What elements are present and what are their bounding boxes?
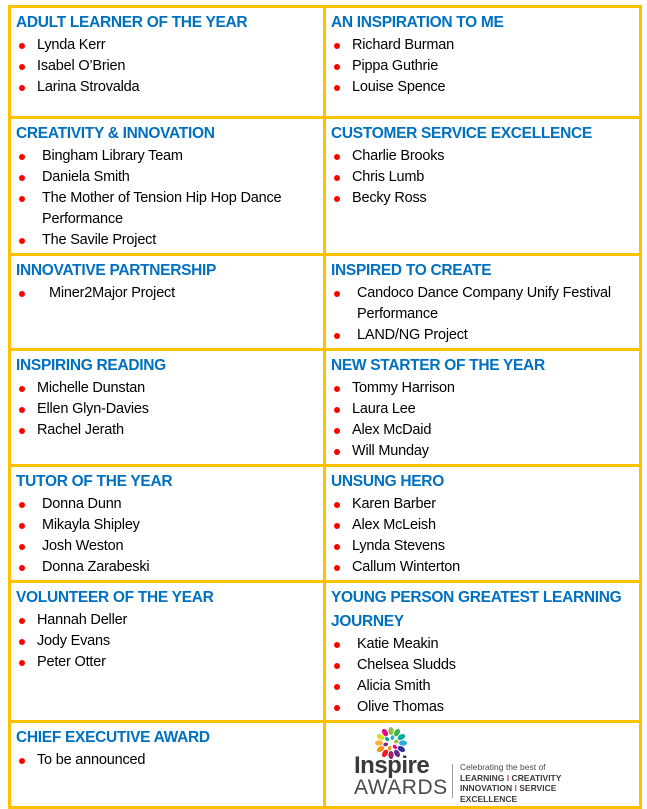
tagline-line-3 <box>460 783 561 794</box>
nominee-list <box>16 610 318 673</box>
nominee-item: Katie Meakin <box>331 634 634 655</box>
logo-cell <box>325 722 641 808</box>
nominee-item: Mikayla Shipley <box>16 515 318 536</box>
nominee-list <box>331 378 634 462</box>
category-cell-young-person-journey <box>325 582 641 722</box>
nominee-item: LAND/NG Project <box>331 325 634 346</box>
category-cell-unsung-hero <box>325 466 641 582</box>
nominee-item: Jody Evans <box>16 631 318 652</box>
category-cell-inspiration-to-me <box>325 7 641 118</box>
nominee-item: Alex McLeish <box>331 515 634 536</box>
nominee-item: Becky Ross <box>331 188 634 209</box>
tagline-innovation: INNOVATION <box>460 783 513 793</box>
nominee-list <box>331 146 634 209</box>
nominee-item: Rachel Jerath <box>16 420 318 441</box>
nominee-item: Karen Barber <box>331 494 634 515</box>
tagline-intro: Celebrating the best of <box>460 762 546 772</box>
category-cell-inspired-to-create <box>325 255 641 350</box>
logo-divider <box>452 764 453 798</box>
nominee-item: Josh Weston <box>16 536 318 557</box>
category-title: INSPIRED TO CREATE <box>331 262 492 279</box>
table-row <box>10 350 641 466</box>
tagline-line-2 <box>460 773 561 784</box>
nominee-list <box>16 35 318 98</box>
nominee-item: Lynda Kerr <box>16 35 318 56</box>
nominee-item: Larina Strovalda <box>16 77 318 98</box>
nominee-list <box>16 750 318 771</box>
nominee-item: Tommy Harrison <box>331 378 634 399</box>
nominee-item: Richard Burman <box>331 35 634 56</box>
logo-wordmark-inspire: Inspire <box>354 752 430 779</box>
table-row <box>10 255 641 350</box>
nominee-list <box>331 283 634 346</box>
nominee-item: Chris Lumb <box>331 167 634 188</box>
tagline-separator: I <box>514 783 517 793</box>
nominee-item: Charlie Brooks <box>331 146 634 167</box>
nominee-item: Alicia Smith <box>331 676 634 697</box>
nominee-item: Michelle Dunstan <box>16 378 318 399</box>
category-title: YOUNG PERSON GREATEST LEARNING JOURNEY <box>331 589 622 630</box>
nominee-item: Donna Dunn <box>16 494 318 515</box>
category-title: CHIEF EXECUTIVE AWARD <box>16 729 210 746</box>
table-row <box>10 582 641 722</box>
category-title: CREATIVITY & INNOVATION <box>16 125 215 142</box>
nominee-item: Olive Thomas <box>331 697 634 718</box>
tagline-separator: I <box>506 772 510 783</box>
table-row <box>10 118 641 255</box>
category-cell-adult-learner <box>10 7 325 118</box>
tagline-creativity: CREATIVITY <box>511 772 562 783</box>
nominee-item: Peter Otter <box>16 652 318 673</box>
tagline-service: SERVICE <box>519 783 557 793</box>
nominee-item: Laura Lee <box>331 399 634 420</box>
nominee-item: The Savile Project <box>16 230 318 251</box>
nominee-item: Miner2Major Project <box>16 283 318 304</box>
nominee-item: The Mother of Tension Hip Hop Dance Performance <box>16 188 318 230</box>
category-title: NEW STARTER OF THE YEAR <box>331 357 545 374</box>
nominee-item: Hannah Deller <box>16 610 318 631</box>
nominee-item: Chelsea Sludds <box>331 655 634 676</box>
logo-tagline <box>460 762 561 804</box>
logo-wordmark-awards: AWARDS <box>354 776 448 799</box>
nominee-list <box>16 283 318 304</box>
category-cell-volunteer-of-year <box>10 582 325 722</box>
category-cell-inspiring-reading <box>10 350 325 466</box>
category-cell-creativity-innovation <box>10 118 325 255</box>
category-cell-chief-executive <box>10 722 325 808</box>
category-title: TUTOR OF THE YEAR <box>16 473 173 490</box>
category-cell-innovative-partnership <box>10 255 325 350</box>
nominee-item: Bingham Library Team <box>16 146 318 167</box>
category-cell-customer-service <box>325 118 641 255</box>
category-title: INSPIRING READING <box>16 357 166 374</box>
nominee-item: Isabel O’Brien <box>16 56 318 77</box>
nominee-item: Donna Zarabeski <box>16 557 318 578</box>
nominee-item: Ellen Glyn-Davies <box>16 399 318 420</box>
nominee-item: Will Munday <box>331 441 634 462</box>
table-row <box>10 722 641 808</box>
tagline-learning: LEARNING <box>460 772 505 783</box>
nominee-item: To be announced <box>16 750 318 771</box>
category-title: ADULT LEARNER OF THE YEAR <box>16 14 248 31</box>
category-title: AN INSPIRATION TO ME <box>331 14 504 31</box>
category-cell-tutor-of-year <box>10 466 325 582</box>
nominee-list <box>16 494 318 578</box>
nominee-item: Callum Winterton <box>331 557 634 578</box>
nominee-list <box>16 378 318 441</box>
category-title: UNSUNG HERO <box>331 473 444 490</box>
nominee-item: Alex McDaid <box>331 420 634 441</box>
nominee-item: Lynda Stevens <box>331 536 634 557</box>
awards-nominees-table <box>8 5 642 809</box>
nominee-item: Daniela Smith <box>16 167 318 188</box>
nominee-list <box>331 494 634 578</box>
category-title: VOLUNTEER OF THE YEAR <box>16 589 214 606</box>
nominee-list <box>331 634 634 718</box>
tagline-excellence: EXCELLENCE <box>460 793 518 804</box>
nominee-item: Candoco Dance Company Unify Festival Performance <box>331 283 634 325</box>
category-title: INNOVATIVE PARTNERSHIP <box>16 262 217 279</box>
nominee-list <box>16 146 318 251</box>
table-row <box>10 7 641 118</box>
table-row <box>10 466 641 582</box>
category-cell-new-starter <box>325 350 641 466</box>
nominee-item: Pippa Guthrie <box>331 56 634 77</box>
nominee-item: Louise Spence <box>331 77 634 98</box>
category-title: CUSTOMER SERVICE EXCELLENCE <box>331 125 592 142</box>
nominee-list <box>331 35 634 98</box>
